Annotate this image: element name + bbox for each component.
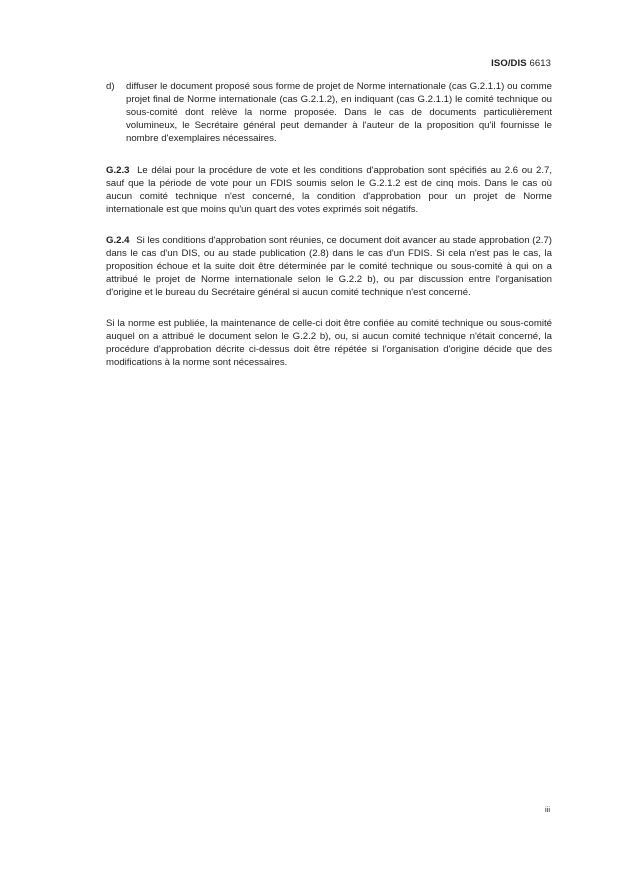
- clause-text: Si les conditions d'approbation sont réunies, ce document doit avancer au stade approbation (2.7) dans le cas d'un DIS, ou au stade publication (2.8) dans le cas d'un FDIS. Si cela n'est pas le cas, la proposition échoue et la suite doit être déterminée par le comité technique ou sous-comité à qui on a attribué le projet de Norme internationale selon le G.2.2 b), ou par discussion entre l'organisation d'origine et le bureau du Secrétaire général si aucun comité technique n'est concerné.: [106, 235, 552, 298]
- document-body: [106, 80, 552, 387]
- clause-text: Le délai pour la procédure de vote et les conditions d'approbation sont spécifiés au 2.6 ou 2.7, sauf que la période de vote pour un FDIS soumis selon le G.2.1.2 est de cinq mois. Dans le cas où aucun comité technique n'est concerné, la condition d'approbation pour un projet de Norme internationale est que moins qu'un quart des votes exprimés soit négatifs.: [106, 165, 552, 215]
- clause-number: G.2.3: [106, 165, 130, 176]
- standard-code: ISO/DIS: [491, 58, 527, 69]
- clause-g-2-3: [106, 164, 552, 216]
- list-item-text: diffuser le document proposé sous forme de projet de Norme internationale (cas G.2.1.1) ou comme projet final de Norme internationale (cas G.2.1.2), en indiquant (cas G.2.1.1) le comité technique ou sous-comité dont relève la norme proposée. Dans le cas de documents particulièrement volumineux, le Secrétaire général peut demander à l'auteur de la proposition qu'il fournisse le nombre d'exemplaires nécessaires.: [126, 81, 552, 144]
- page-number: iii: [545, 805, 550, 814]
- clause-number: G.2.4: [106, 235, 130, 246]
- clause-g-2-4: [106, 234, 552, 299]
- maintenance-paragraph: Si la norme est publiée, la maintenance de celle-ci doit être confiée au comité technique ou sous-comité auquel on a attribué le document selon le G.2.2 b), ou, si aucun comité technique n'était concerné, la procédure d'approbation décrite ci-dessus doit être répétée si l'organisation d'origine décide que des modifications à la norme sont nécessaires.: [106, 318, 552, 368]
- standard-number: 6613: [529, 58, 551, 69]
- list-marker: d): [106, 81, 115, 92]
- document-header: [491, 58, 551, 69]
- list-item-d: [106, 80, 552, 145]
